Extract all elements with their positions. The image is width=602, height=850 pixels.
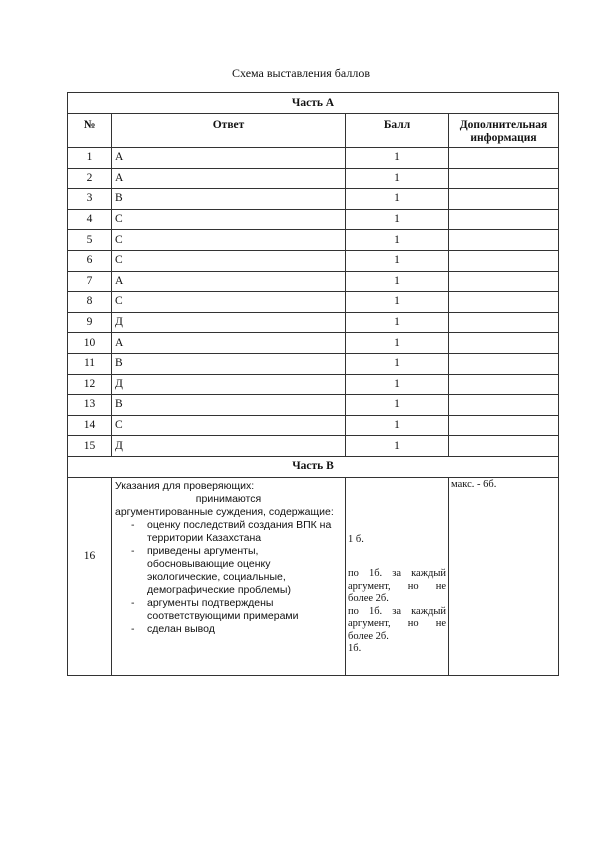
row-number: 1 [68,148,112,169]
table-row [68,436,559,457]
part-b-heading-row [68,456,559,477]
table-row [68,189,559,210]
row-answer: C [112,415,346,436]
part-b-heading: Часть В [68,456,559,477]
table-row [68,168,559,189]
row-number: 7 [68,271,112,292]
row-answer: Д [112,436,346,457]
row-score: 1 [346,230,449,251]
row-extra [449,230,559,251]
page-title: Схема выставления баллов [231,66,370,80]
col-number-header: № [68,114,112,148]
row-extra [449,292,559,313]
row-extra [449,353,559,374]
row-score: 1 [346,250,449,271]
table-row [68,333,559,354]
row-answer: C [112,230,346,251]
row-number: 11 [68,353,112,374]
row-number: 6 [68,250,112,271]
col-answer-header: Ответ [112,114,346,148]
score-text: 1б. [348,643,362,655]
row-answer: B [112,189,346,210]
row-extra [449,415,559,436]
score-text: 1 б. [348,533,364,545]
row-score: 1 [346,189,449,210]
list-item-text: аргументы подтверждены соответствующими примерами [147,596,299,622]
list-item-text: оценку последствий создания ВПК на территории Казахстана [147,518,332,544]
table-row [68,271,559,292]
table-row [68,292,559,313]
table-row [68,353,559,374]
row-extra [449,148,559,169]
score-text: аргумент, но не [348,618,446,630]
score-text: по 1б. за каждый [348,568,446,580]
list-item: - оценку последствий создания ВПК на территории Казахстана [131,518,332,544]
score-text: аргумент, но не [348,580,446,592]
table-row-16 [68,477,559,675]
row-number: 3 [68,189,112,210]
row-number: 13 [68,395,112,416]
row-answer: A [112,148,346,169]
table-row [68,250,559,271]
row-extra [449,250,559,271]
row-number: 12 [68,374,112,395]
list-item: - аргументы подтверждены соответствующими примерами [131,596,299,622]
table-row [68,415,559,436]
row-extra [449,333,559,354]
row-score: 1 [346,415,449,436]
instructions-line: принимаются [195,492,262,505]
score-text: более 2б. [348,593,389,605]
row-extra [449,312,559,333]
row-number: 4 [68,209,112,230]
score-text: по 1б. за каждый [348,605,446,617]
table-row [68,148,559,169]
row-extra [449,189,559,210]
table-row [68,230,559,251]
part-a-heading: Часть А [68,93,559,114]
table-row [68,395,559,416]
row-extra [449,374,559,395]
row-answer: Д [112,312,346,333]
row-number: 8 [68,292,112,313]
row-extra [449,209,559,230]
row-number: 16 [68,477,112,675]
row-answer: B [112,353,346,374]
list-item: - сделан вывод [131,622,215,635]
row-score: 1 [346,209,449,230]
row-score: 1 [346,312,449,333]
row-extra [449,395,559,416]
row-score: 1 [346,374,449,395]
row-score: 1 [346,333,449,354]
list-item-text: приведены аргументы, обосновывающие оценку экологические, социальные, демографические проблемы) [147,544,291,596]
part-a-heading-row [68,93,559,114]
list-item-text: сделан вывод [147,622,215,635]
row-answer: C [112,292,346,313]
row-answer: A [112,271,346,292]
row-number: 14 [68,415,112,436]
row-answer: C [112,250,346,271]
instructions-line: Указания для проверяющих: [115,479,255,492]
row-number: 9 [68,312,112,333]
header-row [68,114,559,148]
row-extra [449,436,559,457]
scoring-table [67,92,559,676]
row-score: 1 [346,271,449,292]
col-score-header: Балл [346,114,449,148]
row-extra [449,168,559,189]
row-answer: B [112,395,346,416]
row-score: 1 [346,436,449,457]
col-extra-header: Дополнительная информация [449,114,559,148]
row-score: 1 [346,353,449,374]
row-number: 5 [68,230,112,251]
row-number: 2 [68,168,112,189]
row-number: 10 [68,333,112,354]
table-row [68,374,559,395]
row-extra [449,271,559,292]
criteria-list [115,519,342,636]
row-answer: A [112,333,346,354]
row-score: 1 [346,148,449,169]
row-number: 15 [68,436,112,457]
instructions-cell [112,477,346,675]
score-text: более 2б. [348,630,389,642]
row-answer: A [112,168,346,189]
table-row [68,312,559,333]
row-score: 1 [346,292,449,313]
table-row [68,209,559,230]
instructions-line: аргументированные суждения, содержащие: [115,505,334,518]
row-answer: C [112,209,346,230]
score-cell [346,477,449,675]
row-score: 1 [346,168,449,189]
list-item: - приведены аргументы, обосновывающие оценку экологические, социальные, демографические проблемы) [131,544,291,596]
row-score: 1 [346,395,449,416]
extra-cell: макс. - 6б. [449,477,559,675]
row-answer: Д [112,374,346,395]
